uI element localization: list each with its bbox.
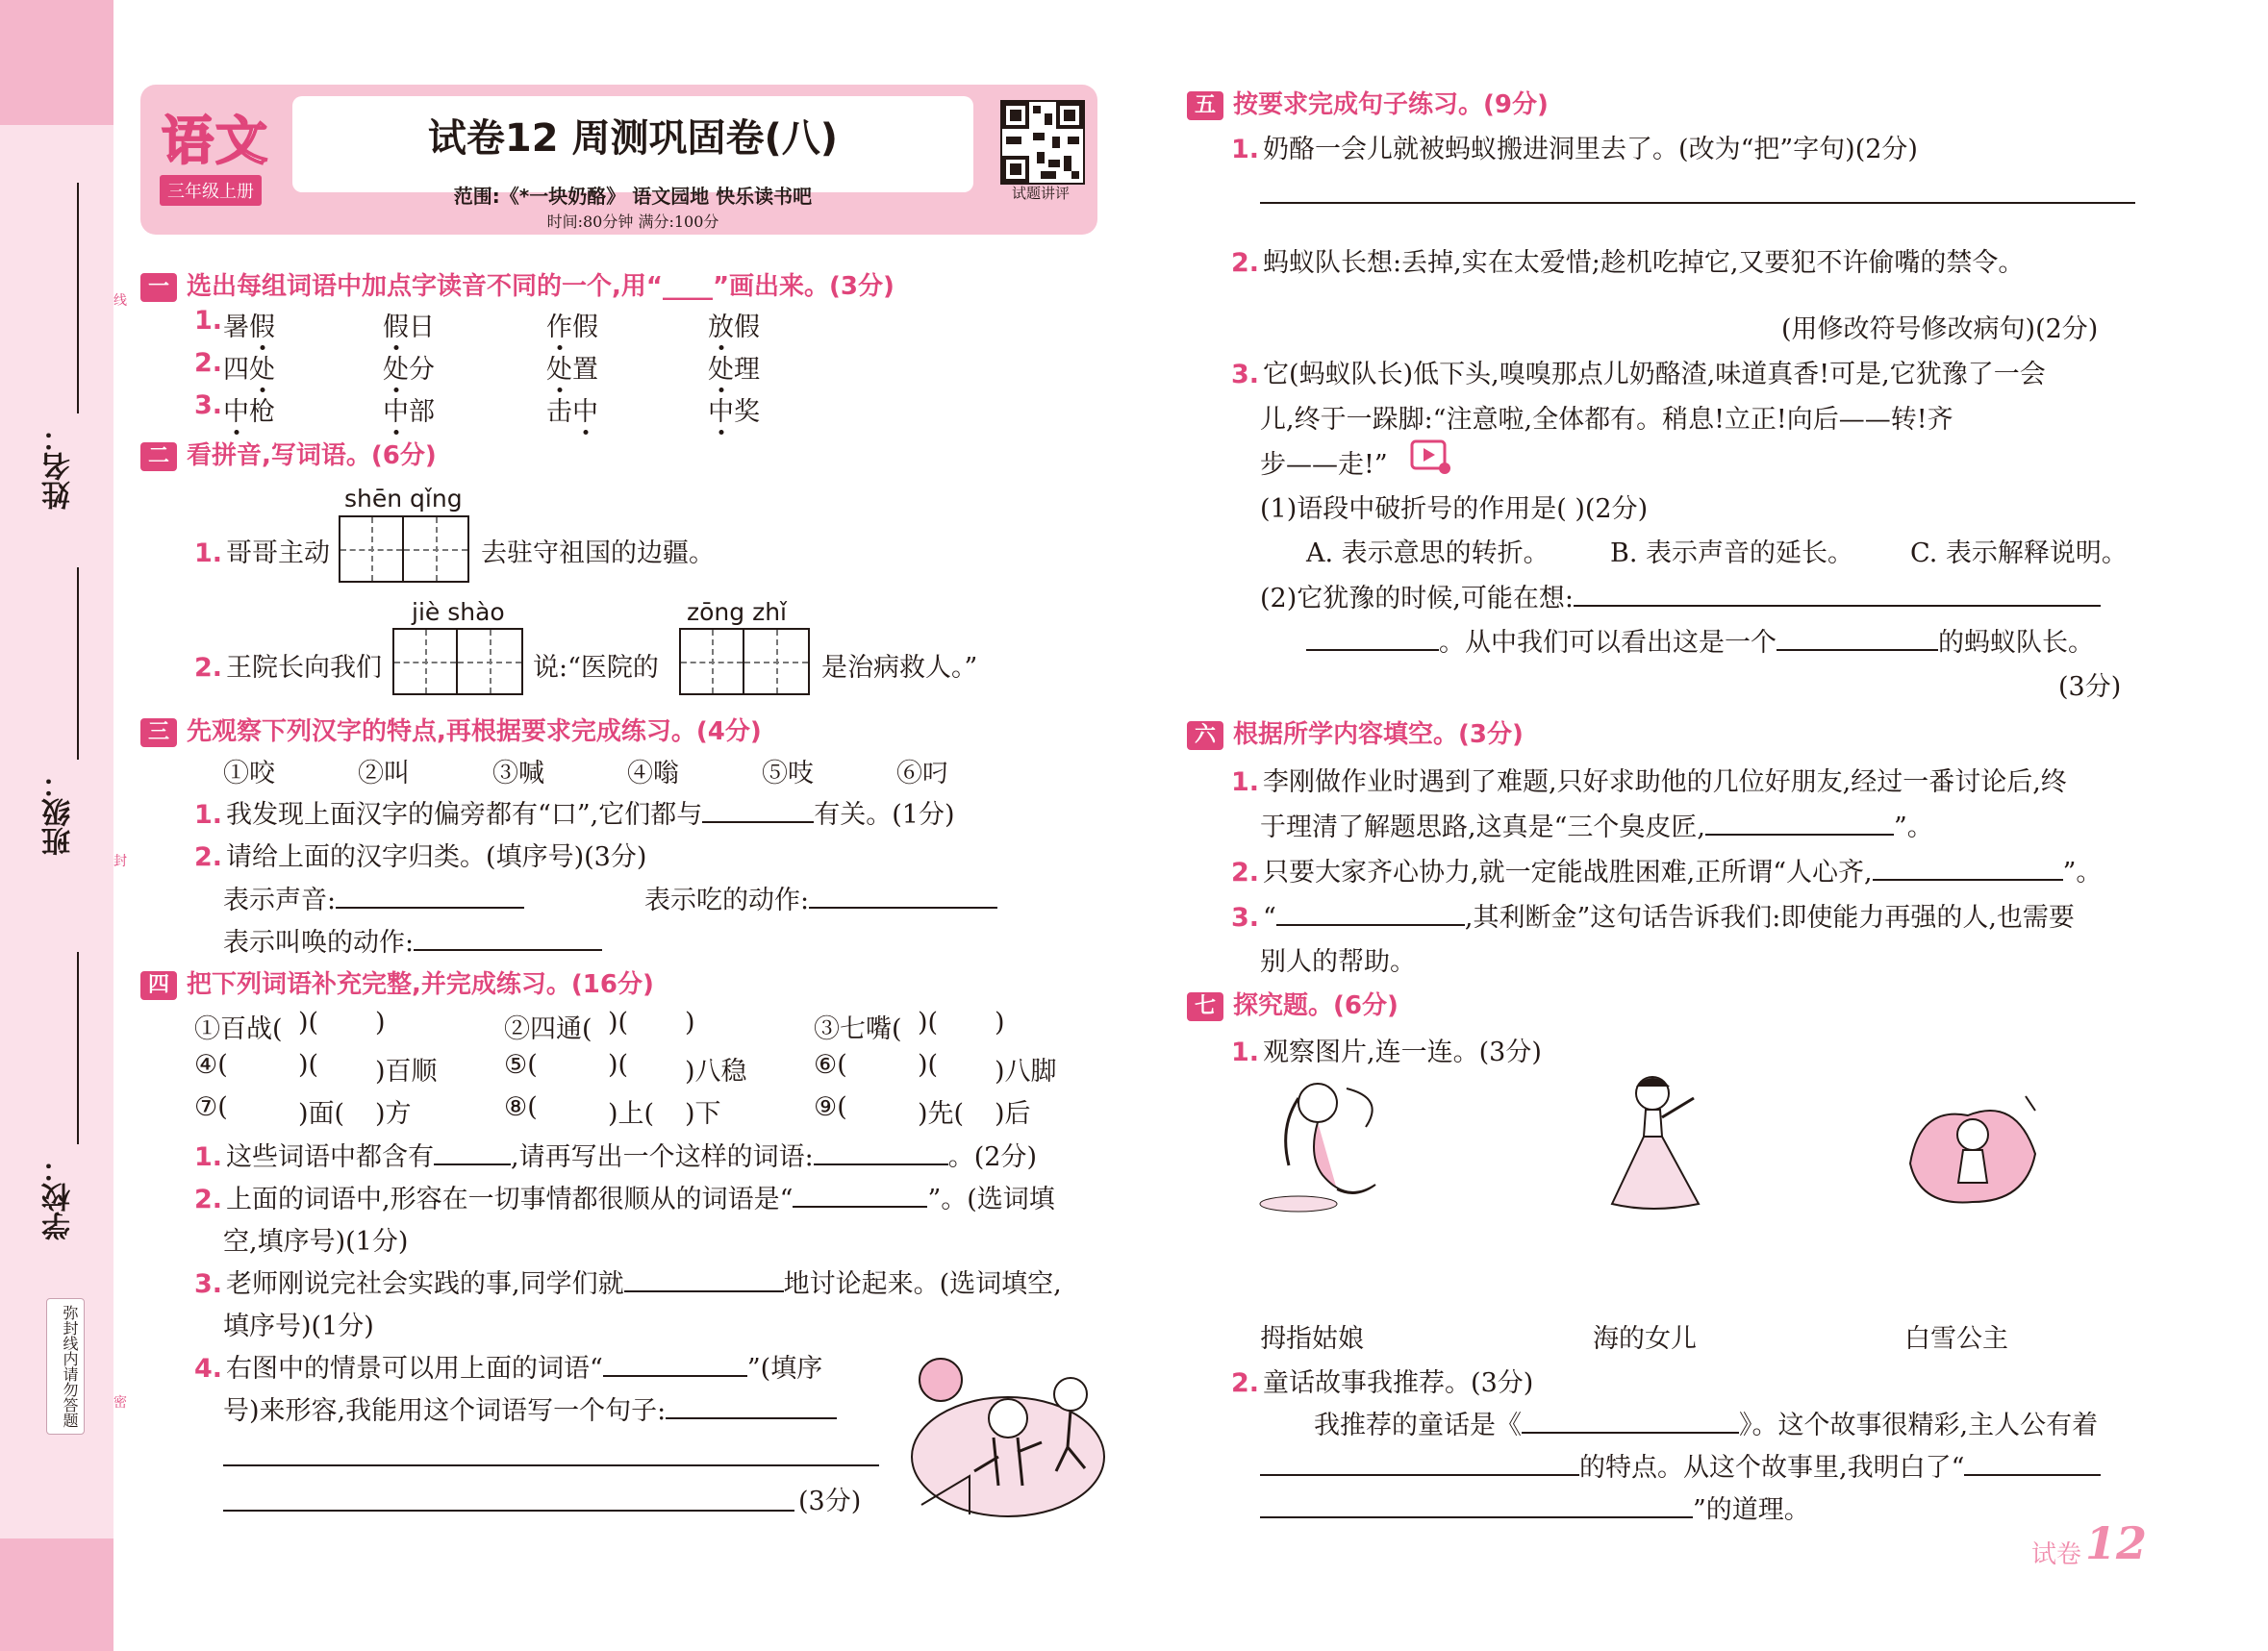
section-1-badge: 一 <box>140 273 177 302</box>
idiom-part[interactable]: )( <box>298 1050 319 1080</box>
s5-sub2-cont: 。从中我们可以看出这是一个 的蚂蚁队长。 <box>1306 621 2094 659</box>
s4-q2-blank[interactable] <box>793 1206 927 1208</box>
idiom-part: ⑥( <box>814 1050 847 1080</box>
s2-q2-post: 是治病救人。” <box>821 653 978 683</box>
s1-word-option[interactable]: 处置 <box>546 355 598 385</box>
s1-word-option[interactable]: 击中 <box>546 397 598 427</box>
s2-q1-pre: 1. 哥哥主动 <box>194 538 331 568</box>
s6-q1-line1: 1. 李刚做作业时遇到了难题,只好求助他的几位好朋友,经过一番讨论后,终 <box>1231 767 2067 797</box>
s5-q3-line1: 3. 它(蚂蚁队长)低下头,嗅嗅那点儿奶酪渣,味道真香!可是,它犹豫了一会 <box>1231 360 2046 389</box>
s7-q2: 2. 童话故事我推荐。(3分) <box>1231 1368 1534 1398</box>
idiom-part[interactable]: )( <box>608 1050 629 1080</box>
idiom-part[interactable]: )面( <box>298 1099 345 1129</box>
section-2-badge: 二 <box>140 442 177 471</box>
s7-rec-line3: ”的道理。 <box>1260 1488 1810 1526</box>
s6-q3: 3. “ ,其利断金”这句话告诉我们:即使能力再强的人,也需要 <box>1231 903 2075 933</box>
s2-q1-post: 去驻守祖国的边疆。 <box>481 538 715 568</box>
video-play-icon[interactable] <box>1410 438 1454 480</box>
s1-row-number: 2. <box>194 348 223 378</box>
name-thumbelina[interactable]: 拇指姑娘 <box>1260 1324 1364 1354</box>
s5-q1-answer-line[interactable] <box>1260 202 2135 204</box>
s6-q1-line2: 于理清了解题思路,这真是“三个臭皮匠, ”。 <box>1260 813 1933 842</box>
pinyin-jieshao: jiè shào <box>412 598 505 626</box>
footer-label: 试卷 <box>2031 1540 2082 1569</box>
s5-q2: 2. 蚂蚁队长想:丢掉,实在太爱惜;趁机吃掉它,又要犯不许偷嘴的禁令。 <box>1231 248 2025 278</box>
s3-q1-blank[interactable] <box>702 821 814 823</box>
name-little-mermaid[interactable]: 海的女儿 <box>1593 1324 1697 1354</box>
s6-q2-blank[interactable] <box>1873 879 2063 881</box>
sentence-blank-2[interactable] <box>223 1464 879 1466</box>
s4-q1-blank1[interactable] <box>434 1163 511 1165</box>
call-blank[interactable] <box>414 949 602 951</box>
idiom-part: ③七嘴( <box>814 1014 902 1044</box>
class-label: 班级： <box>42 769 76 856</box>
s4-q3-cont: 填序号)(1分) <box>223 1312 374 1341</box>
idiom-part[interactable]: )( <box>918 1008 939 1038</box>
s1-word-option[interactable]: 放假 <box>708 313 760 342</box>
s4-q4-cont: 号)来形容,我能用这个词语写一个句子: <box>223 1389 837 1427</box>
section-6-title: 根据所学内容填空。(3分) <box>1233 720 1524 749</box>
s1-word-option[interactable]: 中枪 <box>223 397 275 427</box>
s5-sub2: (2)它犹豫的时候,可能在想: <box>1260 577 2101 614</box>
sub2-blank1[interactable] <box>1574 605 2101 607</box>
s1-word-option[interactable]: 假日 <box>383 313 435 342</box>
idiom-part[interactable]: )方 <box>375 1099 412 1129</box>
s3-char: ④嗡 <box>627 759 679 788</box>
seal-mark-mi: 密 <box>113 1395 127 1411</box>
sound-blank[interactable] <box>336 907 524 909</box>
s6-q2: 2. 只要大家齐心协力,就一定能战胜困难,正所谓“人心齐, ”。 <box>1231 858 2103 888</box>
idiom-part: ①百战( <box>194 1014 283 1044</box>
s4-q4-score: (3分) <box>798 1487 862 1516</box>
school-label: 学校： <box>42 1154 76 1240</box>
sub2-blank3[interactable] <box>1777 649 1938 651</box>
thumbelina-illustration[interactable] <box>1901 1087 2045 1215</box>
s3-char: ①咬 <box>223 759 275 788</box>
s1-word-option[interactable]: 作假 <box>546 313 598 342</box>
s2-q2-mid: 说:“医院的 <box>533 653 659 683</box>
section-5-heading <box>1187 85 1549 120</box>
section-3-heading <box>140 712 762 747</box>
s1-row-number: 1. <box>194 306 223 336</box>
section-7-badge: 七 <box>1187 992 1223 1021</box>
idiom-part[interactable]: )先( <box>918 1099 965 1129</box>
s2-q2-pre: 2. 王院长向我们 <box>194 653 383 683</box>
grade-badge: 三年级上册 <box>160 175 262 206</box>
option-a[interactable]: A. 表示意思的转折。 <box>1306 538 1550 568</box>
idiom-part[interactable]: )上( <box>608 1099 655 1129</box>
idiom-part[interactable]: ) <box>995 1008 1005 1038</box>
subject-title: 语文 <box>162 111 269 171</box>
s5-sub2-score: (3分) <box>2058 672 2122 702</box>
s5-q3-line3: 步——走!” <box>1260 450 1388 480</box>
pinyin-shenqing: shēn qǐng <box>344 485 463 513</box>
s5-sub1: (1)语段中破折号的作用是( )(2分) <box>1260 494 1649 524</box>
char-grid-jieshao[interactable] <box>392 628 523 695</box>
paper-title: 试卷12 周测巩固卷(八) <box>427 116 839 161</box>
section-4-heading <box>140 964 654 1000</box>
seal-mark-feng: 封 <box>113 854 127 869</box>
s4-q2: 2. 上面的词语中,形容在一切事情都很顺从的词语是“ ”。(选词填 <box>194 1185 1055 1214</box>
idiom-part[interactable]: )下 <box>685 1099 721 1129</box>
margin-bottom-band <box>0 1538 113 1651</box>
idiom-part[interactable]: )八稳 <box>685 1057 747 1087</box>
s5-q1: 1. 奶酪一会儿就被蚂蚁搬进洞里去了。(改为“把”字句)(2分) <box>1231 135 1918 164</box>
section-2-title: 看拼音,写词语。(6分) <box>187 441 437 470</box>
s4-q4-blank[interactable] <box>603 1375 747 1377</box>
s3-sound: 表示声音: <box>223 879 524 916</box>
idiom-part: ⑧( <box>504 1092 538 1122</box>
binding-margin <box>0 0 113 1651</box>
footer-number: 12 <box>2085 1517 2148 1569</box>
sentence-blank-1[interactable] <box>666 1417 837 1419</box>
section-2-heading <box>140 436 437 471</box>
s6-q1-blank[interactable] <box>1705 834 1894 836</box>
school-field[interactable] <box>77 952 79 1144</box>
name-snow-white[interactable]: 白雪公主 <box>1904 1324 2008 1354</box>
idiom-part[interactable]: )( <box>608 1008 629 1038</box>
section-7-title: 探究题。(6分) <box>1233 991 1399 1020</box>
s4-q2-cont: 空,填序号)(1分) <box>223 1227 409 1257</box>
s3-char: ⑤吱 <box>762 759 814 788</box>
s3-q2: 2. 请给上面的汉字归类。(填序号)(3分) <box>194 842 647 872</box>
snow-white-illustration[interactable] <box>1593 1069 1718 1217</box>
section-5-badge: 五 <box>1187 91 1223 120</box>
section-4-title: 把下列词语补充完整,并完成练习。(16分) <box>187 970 654 999</box>
section-5-title: 按要求完成句子练习。(9分) <box>1233 90 1549 119</box>
section-1-heading <box>140 266 895 302</box>
s4-q1-blank2[interactable] <box>814 1163 948 1165</box>
idiom-part: ⑨( <box>814 1092 847 1122</box>
s4-q3: 3. 老师刚说完社会实践的事,同学们就 地讨论起来。(选词填空, <box>194 1269 1062 1299</box>
s4-q4: 4. 右图中的情景可以用上面的词语“ ”(填序 <box>194 1354 823 1384</box>
s1-word-option[interactable]: 中奖 <box>708 397 760 427</box>
name-field[interactable] <box>77 183 79 413</box>
mermaid-illustration[interactable] <box>1250 1069 1395 1217</box>
s1-row-number: 3. <box>194 390 223 420</box>
idiom-part[interactable]: )百顺 <box>375 1057 438 1087</box>
s6-q3-blank[interactable] <box>1276 924 1465 926</box>
idiom-part: ②四通( <box>504 1014 592 1044</box>
sub2-blank2[interactable] <box>1306 649 1439 651</box>
seal-mark-line: 线 <box>113 293 127 309</box>
section-7-heading <box>1187 986 1399 1021</box>
section-4-badge: 四 <box>140 971 177 1000</box>
children-running-illustration <box>902 1351 1114 1528</box>
lesson-blank-2[interactable] <box>1260 1516 1693 1518</box>
sentence-blank-3[interactable] <box>223 1510 794 1512</box>
idiom-part: ⑤( <box>504 1050 538 1080</box>
option-c[interactable]: C. 表示解释说明。 <box>1910 538 2128 568</box>
section-1-title: 选出每组词语中加点字读音不同的一个,用“____”画出来。(3分) <box>187 272 895 301</box>
s1-word-option[interactable]: 四处 <box>223 355 275 385</box>
s1-word-option[interactable]: 暑假 <box>223 313 275 342</box>
s7-q1: 1. 观察图片,连一连。(3分) <box>1231 1038 1542 1067</box>
section-6-badge: 六 <box>1187 721 1223 750</box>
eat-blank[interactable] <box>809 907 997 909</box>
idiom-part[interactable]: )( <box>918 1050 939 1080</box>
s7-rec-line1: 我推荐的童话是《 》。这个故事很精彩,主人公有着 <box>1314 1411 2099 1440</box>
s3-eat: 表示吃的动作: <box>644 879 997 916</box>
char-grid-shenqing[interactable] <box>339 515 469 583</box>
section-3-title: 先观察下列汉字的特点,再根据要求完成练习。(4分) <box>187 717 762 746</box>
s4-q1: 1. 这些词语中都含有 ,请再写出一个这样的词语: 。(2分) <box>194 1142 1037 1172</box>
s1-word-option[interactable]: 处理 <box>708 355 760 385</box>
s3-char: ②叫 <box>358 759 410 788</box>
idiom-part[interactable]: )( <box>298 1008 319 1038</box>
s1-word-option[interactable]: 中部 <box>383 397 435 427</box>
idiom-part: ④( <box>194 1050 228 1080</box>
lesson-blank-1[interactable] <box>1964 1474 2101 1476</box>
section-6-heading <box>1187 714 1524 750</box>
s3-char: ③喊 <box>492 759 544 788</box>
time-info: 时间:80分钟 满分:100分 <box>546 213 719 231</box>
s5-q3-line2: 儿,终于一跺脚:“注意啦,全体都有。稍息!立正!向后——转!齐 <box>1260 405 1953 435</box>
pinyin-zongzhi: zōng zhǐ <box>687 598 787 626</box>
s1-word-option[interactable]: 处分 <box>383 355 435 385</box>
name-label: 姓名： <box>42 423 76 510</box>
idiom-part: ⑦( <box>194 1092 228 1122</box>
paper-scope: 范围:《*一块奶酪》 语文园地 快乐读书吧 <box>453 185 813 208</box>
class-field[interactable] <box>77 567 79 760</box>
trait-blank[interactable] <box>1260 1474 1579 1476</box>
story-title-blank[interactable] <box>1522 1432 1739 1434</box>
s6-q3-cont: 别人的帮助。 <box>1260 947 1416 977</box>
idiom-part[interactable]: ) <box>375 1008 386 1038</box>
s3-call: 表示叫唤的动作: <box>223 921 602 959</box>
idiom-part[interactable]: )八脚 <box>995 1057 1057 1087</box>
qr-label: 试题讲评 <box>1011 185 1070 202</box>
margin-top-band <box>0 0 113 125</box>
idiom-part[interactable]: ) <box>685 1008 695 1038</box>
s4-q3-blank[interactable] <box>624 1290 784 1292</box>
s3-q1: 1. 我发现上面汉字的偏旁都有“口”,它们都与 有关。(1分) <box>194 800 955 830</box>
qr-code-icon[interactable] <box>1000 100 1085 185</box>
option-b[interactable]: B. 表示声音的延长。 <box>1610 538 1854 568</box>
s7-rec-line2: 的特点。从这个故事里,我明白了“ <box>1260 1446 2101 1484</box>
char-grid-zongzhi[interactable] <box>679 628 810 695</box>
section-3-badge: 三 <box>140 718 177 747</box>
s5-q2-req: (用修改符号修改病句)(2分) <box>1781 314 2099 344</box>
idiom-part[interactable]: )后 <box>995 1099 1031 1129</box>
margin-note: 弥封线内请勿答题 <box>46 1298 85 1435</box>
s3-char: ⑥叼 <box>896 759 948 788</box>
